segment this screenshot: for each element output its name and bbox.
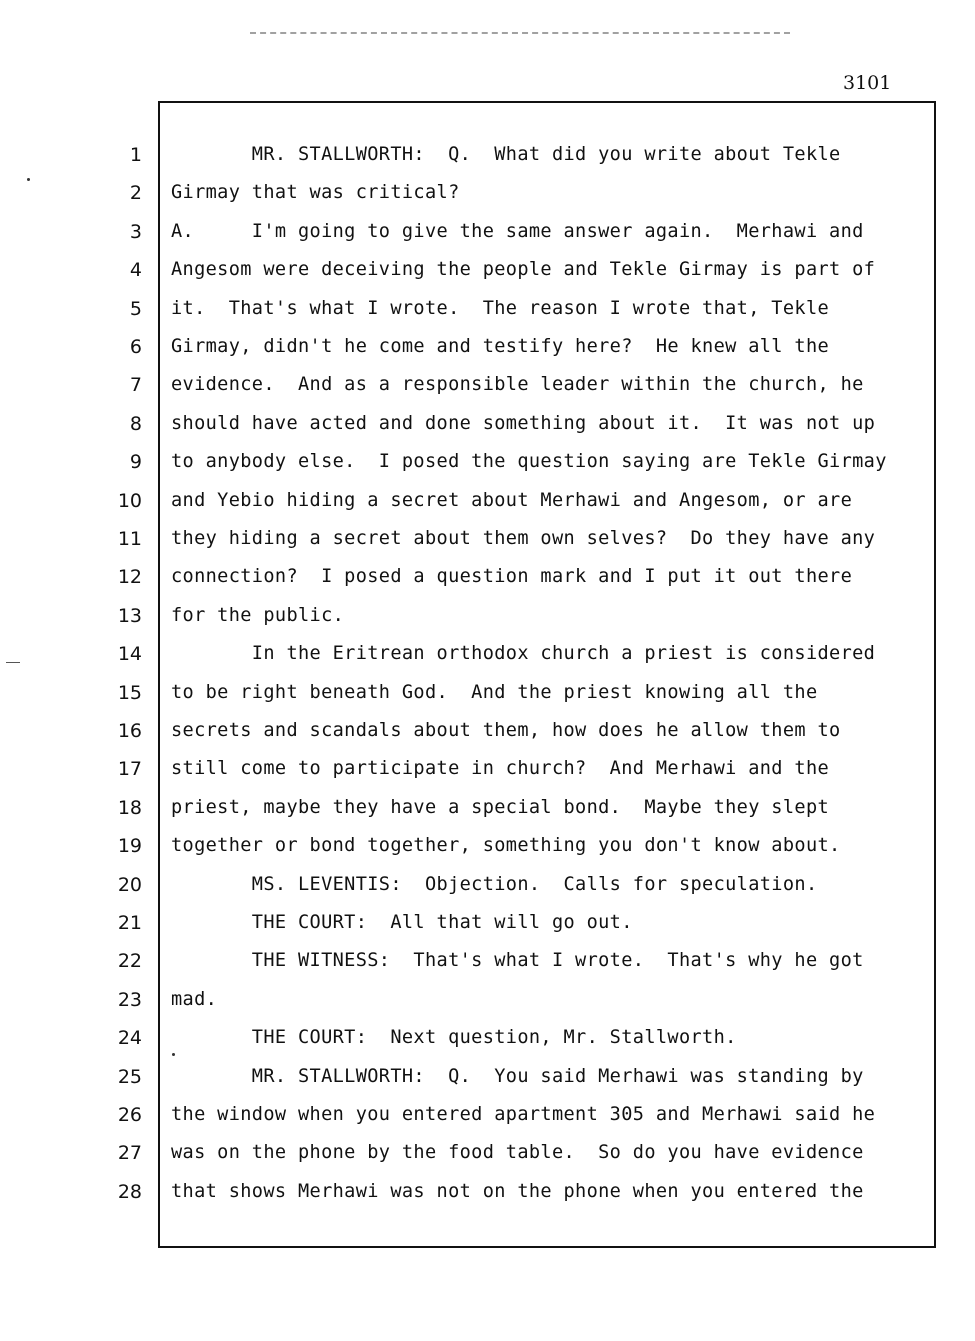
line-number: 19 (117, 835, 142, 857)
transcript-line: mad. (171, 989, 218, 1010)
line-number: 12 (117, 566, 142, 588)
transcript-line: for the public. (171, 605, 345, 626)
line-number: 18 (117, 797, 142, 819)
transcript-line: MR. STALLWORTH: Q. You said Merhawi was standing by (171, 1066, 864, 1087)
transcript-line: Angesom were deceiving the people and Tekle Girmay is part of (171, 259, 876, 280)
line-number: 23 (117, 989, 142, 1011)
margin-mark (6, 662, 20, 663)
line-number: 22 (117, 950, 142, 972)
transcript-line: still come to participate in church? And Merhawi and the (171, 758, 830, 779)
line-number: 3 (129, 221, 142, 243)
line-number: 15 (117, 682, 142, 704)
line-number: 21 (117, 912, 142, 934)
transcript-line: MS. LEVENTIS: Objection. Calls for speculation. (171, 874, 818, 895)
line-number: 24 (117, 1027, 142, 1049)
line-number: 16 (117, 720, 142, 742)
line-number: 10 (117, 490, 142, 512)
transcript-line: Girmay that was critical? (171, 182, 460, 203)
scan-speck (27, 178, 30, 181)
transcript-line: MR. STALLWORTH: Q. What did you write about Tekle (171, 144, 841, 165)
scan-speck (172, 1053, 175, 1056)
transcript-line: to anybody else. I posed the question saying are Tekle Girmay (171, 451, 887, 472)
transcript-line: THE COURT: Next question, Mr. Stallworth. (171, 1027, 737, 1048)
line-number: 14 (117, 643, 142, 665)
transcript-line: A. I'm going to give the same answer again. Merhawi and (171, 221, 864, 242)
transcript-line: they hiding a secret about them own selves? Do they have any (171, 528, 876, 549)
line-number: 6 (129, 336, 142, 358)
transcript-line: together or bond together, something you don't know about. (171, 835, 841, 856)
line-number: 4 (129, 259, 142, 281)
transcript-line: was on the phone by the food table. So do you have evidence (171, 1142, 864, 1163)
transcript-line: and Yebio hiding a secret about Merhawi and Angesom, or are (171, 490, 853, 511)
transcript-line: evidence. And as a responsible leader within the church, he (171, 374, 864, 395)
line-number: 7 (129, 374, 142, 396)
line-number: 13 (117, 605, 142, 627)
transcript-line: that shows Merhawi was not on the phone when you entered the (171, 1181, 864, 1202)
transcript-line: to be right beneath God. And the priest knowing all the (171, 682, 818, 703)
transcript-line: secrets and scandals about them, how does he allow them to (171, 720, 841, 741)
transcript-line: Girmay, didn't he come and testify here? He knew all the (171, 336, 830, 357)
line-number: 27 (117, 1142, 142, 1164)
line-number: 5 (129, 298, 142, 320)
line-number: 9 (129, 451, 142, 473)
transcript-line: In the Eritrean orthodox church a priest is considered (171, 643, 876, 664)
transcript-line: THE COURT: All that will go out. (171, 912, 633, 933)
page-number: 3101 (843, 72, 892, 94)
line-number: 28 (117, 1181, 142, 1203)
line-number: 25 (117, 1066, 142, 1088)
transcript-line: priest, maybe they have a special bond. Maybe they slept (171, 797, 830, 818)
line-number: 11 (117, 528, 142, 550)
transcript-line: THE WITNESS: That's what I wrote. That's why he got (171, 950, 864, 971)
transcript-line: the window when you entered apartment 305 and Merhawi said he (171, 1104, 876, 1125)
line-number: 8 (129, 413, 142, 435)
line-number: 17 (117, 758, 142, 780)
line-number: 20 (117, 874, 142, 896)
transcript-line: it. That's what I wrote. The reason I wrote that, Tekle (171, 298, 830, 319)
header-scan-artifact (250, 32, 790, 36)
transcript-line: connection? I posed a question mark and I put it out there (171, 566, 853, 587)
line-number: 2 (129, 182, 142, 204)
line-number: 1 (129, 144, 142, 166)
transcript-line: should have acted and done something about it. It was not up (171, 413, 876, 434)
line-number: 26 (117, 1104, 142, 1126)
